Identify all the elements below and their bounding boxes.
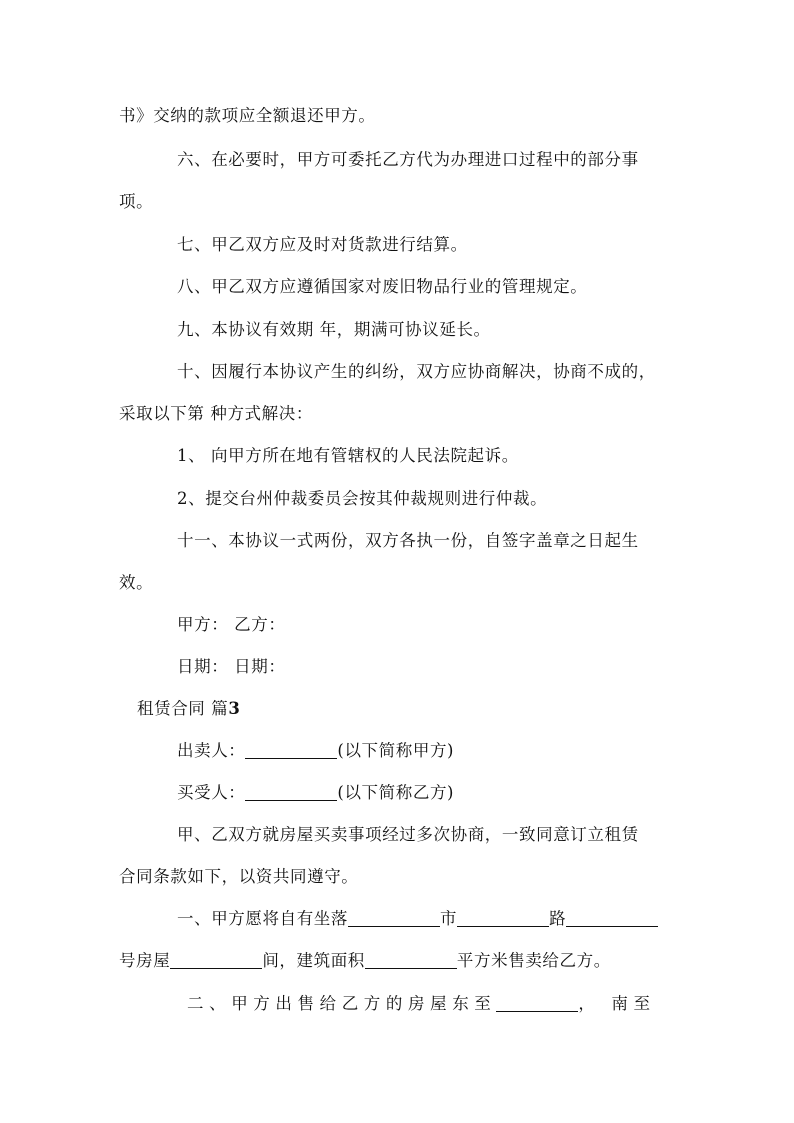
section-heading [137,697,240,721]
road-label: 路 [549,909,567,928]
article-2-text: 二、甲方出售给乙方的房屋东至 [187,994,497,1013]
seller-blank [245,740,337,759]
house-number-label: 号房屋 [119,951,171,970]
paragraph-line: 采取以下第 种方式解决： [119,404,313,423]
option-2: 2、提交台州仲裁委员会按其仲裁规则进行仲裁。 [177,489,548,508]
paragraph-line: 项。 [119,192,154,211]
city-label: 市 [440,909,458,928]
area-blank [365,950,457,969]
location-blank [348,908,440,927]
buyer-label: 买受人： [177,783,246,802]
clause-11: 十一、本协议一式两份，双方各执一份，自签字盖章之日起生 [177,531,639,550]
section-number: 3 [228,699,241,718]
section-heading-text: 租赁合同 篇 [137,699,229,718]
option-1: 1、 向甲方所在地有管辖权的人民法院起诉。 [177,446,519,465]
rooms-blank [170,950,262,969]
area-label: 间，建筑面积 [262,951,365,970]
east-blank [496,993,578,1012]
seller-line [177,739,454,763]
article-2 [187,992,656,1016]
city-blank [457,908,549,927]
seller-label: 出卖人： [177,741,246,760]
road-blank [566,908,658,927]
clause-9: 九、本协议有效期 年，期满可协议延长。 [177,320,491,339]
seller-note: (以下简称甲方) [337,741,455,760]
signature-dates: 日期： 日期： [177,657,286,676]
article-1-text: 一、甲方愿将自有坐落 [177,909,348,928]
paragraph-line: 合同条款如下，以资共同遵守。 [119,867,359,886]
paragraph-line: 书》交纳的款项应全额退还甲方。 [119,106,376,125]
paragraph-line: 效。 [119,573,154,592]
signature-parties: 甲方： 乙方： [177,615,286,634]
buyer-line [177,781,454,805]
article-1-cont [119,949,611,973]
article-1 [177,907,658,931]
sale-text: 平方米售卖给乙方。 [456,951,611,970]
clause-8: 八、甲乙双方应遵循国家对废旧物品行业的管理规定。 [177,277,588,296]
clause-7: 七、甲乙双方应及时对货款进行结算。 [177,235,468,254]
south-label: ， 南至 [578,994,656,1013]
clause-6: 六、在必要时，甲方可委托乙方代为办理进口过程中的部分事 [177,150,639,169]
buyer-note: (以下简称乙方) [337,783,455,802]
intro-paragraph: 甲、乙双方就房屋买卖事项经过多次协商，一致同意订立租赁 [177,825,639,844]
clause-10: 十、因履行本协议产生的纠纷，双方应协商解决，协商不成的， [177,362,656,381]
buyer-blank [245,782,337,801]
